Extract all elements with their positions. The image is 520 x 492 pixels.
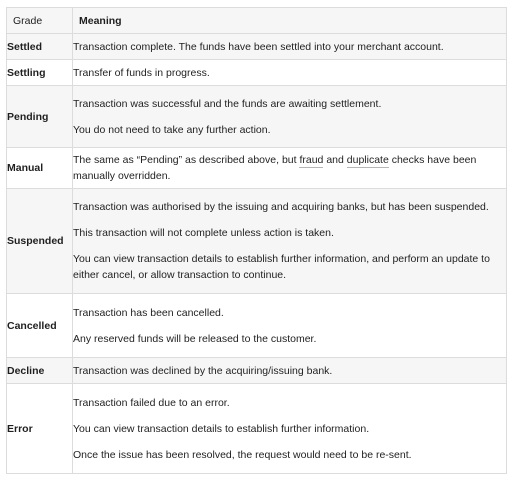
meaning-text: Transfer of funds in progress.: [73, 66, 210, 79]
meaning-text: Any reserved funds will be released to the customer.: [73, 332, 317, 345]
meaning-text: You do not need to take any further action.: [73, 123, 271, 136]
meaning-text: Transaction was declined by the acquiring/issuing bank.: [73, 364, 333, 377]
grade-cell: Settling: [7, 60, 73, 86]
meaning-cell: [73, 148, 507, 189]
table-row: [7, 86, 507, 148]
manual-text-before: The same as “Pending” as described above, but: [73, 154, 300, 166]
meaning-cell: [73, 294, 507, 358]
meaning-text: Transaction was successful and the funds are awaiting settlement.: [73, 97, 382, 110]
grade-cell: Error: [7, 384, 73, 474]
meaning-cell: [73, 189, 507, 294]
table-row: [7, 294, 507, 358]
fraud-link[interactable]: fraud: [299, 154, 324, 166]
meaning-text: Transaction has been cancelled.: [73, 306, 224, 319]
manual-text-after: checks have been manually overridden.: [73, 154, 477, 182]
meaning-text: You can view transaction details to establish further information.: [73, 422, 370, 435]
meaning-text: You can view transaction details to establish further information, and perform an update to either cancel, or allow transaction to continue.: [73, 253, 490, 281]
meaning-cell: [73, 86, 507, 148]
meaning-cell: [73, 358, 507, 384]
header-row: [7, 8, 507, 34]
grade-cell: Cancelled: [7, 294, 73, 358]
grade-cell: Pending: [7, 86, 73, 148]
table-row: [7, 358, 507, 384]
table-header: [7, 8, 507, 34]
table-row: [7, 148, 507, 189]
grade-cell: Decline: [7, 358, 73, 384]
table-body: [7, 34, 507, 474]
meaning-text: This transaction will not complete unless action is taken.: [73, 227, 334, 239]
table-row: [7, 189, 507, 294]
meaning-cell: [73, 34, 507, 60]
grade-cell: Suspended: [7, 189, 73, 294]
meaning-cell: [73, 384, 507, 474]
grade-cell: Manual: [7, 148, 73, 189]
manual-text-between: and: [323, 154, 347, 166]
meaning-text: [73, 152, 506, 184]
duplicate-link[interactable]: duplicate: [346, 154, 389, 166]
meaning-text: Once the issue has been resolved, the request would need to be re-sent.: [73, 448, 412, 461]
meaning-text: Transaction failed due to an error.: [73, 396, 230, 409]
table-row: [7, 60, 507, 86]
meaning-text: Transaction complete. The funds have been settled into your merchant account.: [73, 40, 444, 53]
header-meaning: Meaning: [73, 8, 507, 34]
meaning-cell: [73, 60, 507, 86]
table-row: [7, 384, 507, 474]
header-grade: Grade: [7, 8, 73, 34]
table-row: [7, 34, 507, 60]
grade-cell: Settled: [7, 34, 73, 60]
meaning-text: Transaction was authorised by the issuing and acquiring banks, but has been suspended.: [73, 201, 489, 213]
transaction-grades-table: [6, 7, 507, 474]
